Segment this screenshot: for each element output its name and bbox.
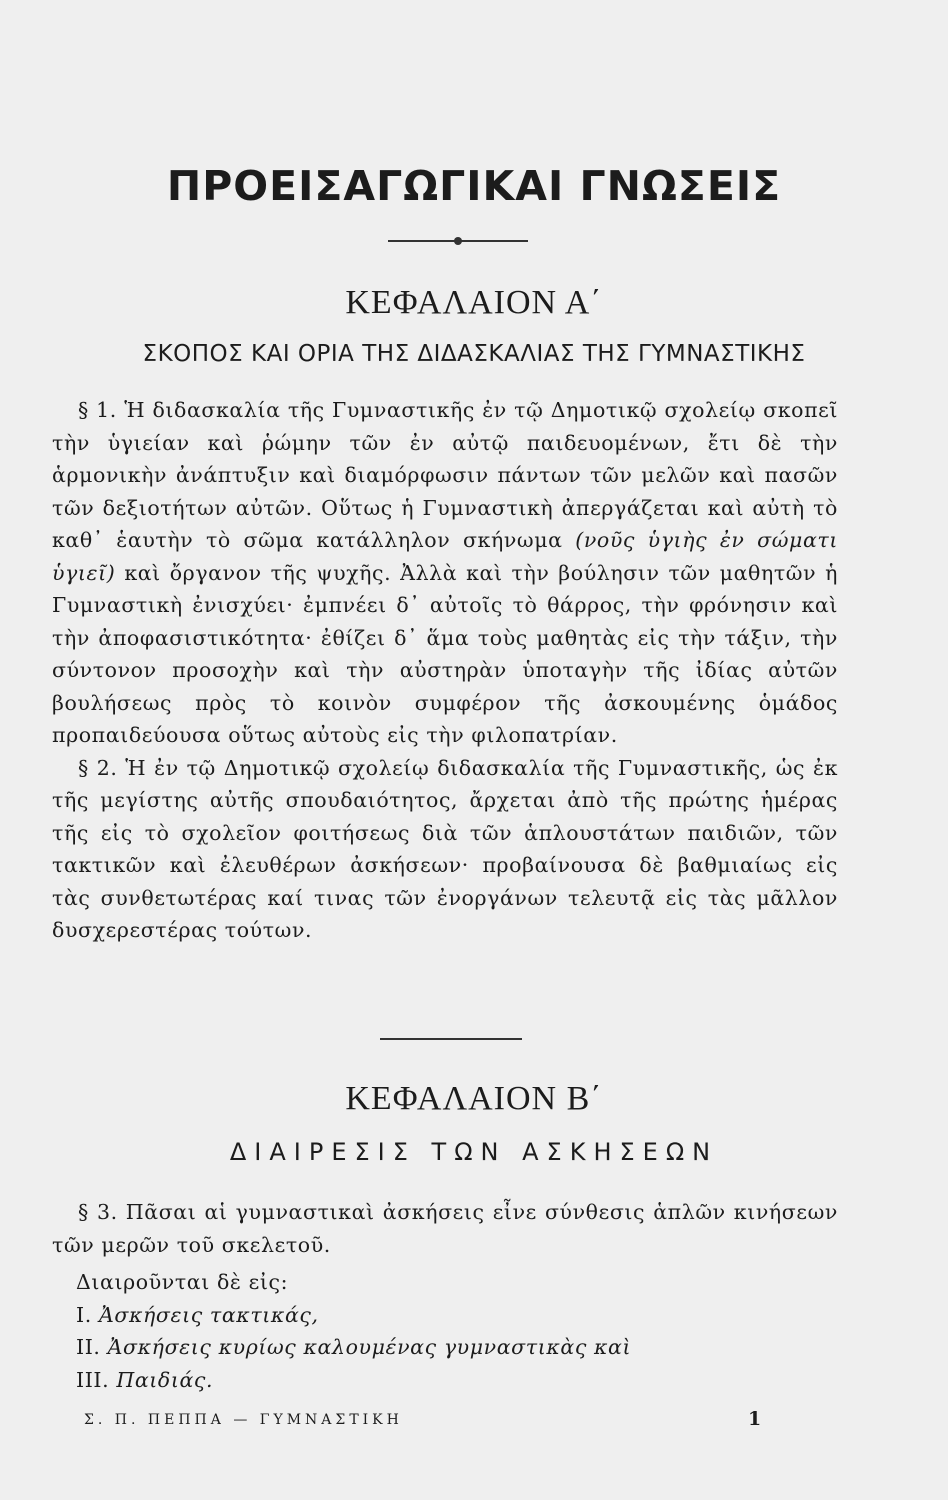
list-item [76, 1299, 836, 1332]
division-intro: Διαιροῦνται δὲ εἰς: [76, 1270, 289, 1294]
list-item-text: Παιδιάς. [116, 1367, 214, 1392]
title-ornament-dot [454, 237, 462, 245]
list-item-text: Ἀσκήσεις τακτικάς, [98, 1302, 319, 1327]
list-item-number: I. [76, 1302, 92, 1327]
chapter-b-subheading: ΔΙΑΙΡΕΣΙΣ ΤΩΝ ΑΣΚΗΣΕΩΝ [229, 1138, 719, 1166]
list-item-text: Ἀσκήσεις κυρίως καλουμένας γυμναστικὰς καὶ [107, 1335, 632, 1359]
paragraph-1-quote: (νοῦς ὑγιὴς ἐν σώματι ὑγιεῖ) [52, 528, 838, 585]
list-item [76, 1331, 836, 1364]
page-title: ΠΡΟΕΙΣΑΓΩΓΙΚΑΙ ΓΝΩΣΕΙΣ [166, 162, 782, 210]
chapter-b-body [52, 1196, 838, 1261]
list-item-number: III. [76, 1367, 110, 1392]
paragraph-3: § 3. Πᾶσαι αἱ γυμναστικαὶ ἀσκήσεις εἶνε σύνθεσις ἁπλῶν κινήσεων τῶν μερῶν τοῦ σκελετοῦ. [52, 1200, 838, 1257]
page-number: 1 [748, 1408, 762, 1430]
chapter-a-body [52, 394, 838, 947]
division-list [76, 1266, 836, 1396]
chapter-b-heading: ΚΕΦΑΛΑΙΟΝ Β΄ [345, 1080, 603, 1117]
list-item [76, 1364, 836, 1397]
list-item-number: II. [76, 1335, 101, 1359]
paragraph-2: § 2. Ἡ ἐν τῷ Δημοτικῷ σχολείῳ διδασκαλία τῆς Γυμναστικῆς, ὡς ἐκ τῆς μεγίστης αὐτῆς σπουδαιότητος, ἄρχεται ἀπὸ τῆς πρώτης ἡμέρας τῆς εἰς τὸ σχολεῖον φοιτήσεως διὰ τῶν ἁπλουστάτων παιδιῶν, τῶν τακτικῶν καὶ ἐλευθέρων ἀσκήσεων· προβαίνουσα δὲ βαθμιαίως εἰς τὰς συνθετωτέρας καί τινας τῶν ἐνοργάνων τελευτᾷ εἰς τὰς μᾶλλον δυσχερεστέρας τούτων. [52, 755, 838, 942]
section-divider [380, 1038, 522, 1040]
running-footer: Σ. Π. ΠΕΠΠΑ — ΓΥΜΝΑΣΤΙΚΗ [84, 1412, 403, 1428]
chapter-a-subheading: ΣΚΟΠΟΣ ΚΑΙ ΟΡΙΑ ΤΗΣ ΔΙΔΑΣΚΑΛΙΑΣ ΤΗΣ ΓΥΜΝΑΣΤΙΚΗΣ [142, 341, 806, 367]
paragraph-1-start: § 1. Ἡ διδασκαλία τῆς Γυμναστικῆς ἐν τῷ Δημοτικῷ σχολείῳ σκοπεῖ τὴν ὑγιείαν καὶ ῥώμην τῶν ἐν αὐτῷ παιδευομένων, ἔτι δὲ τὴν ἁρμονικὴν ἀνάπτυξιν καὶ διαμόρφωσιν πάντων τῶν μελῶν καὶ πασῶν τῶν δεξιοτήτων αὐτῶν. Οὕτως ἡ Γυμναστικὴ ἀπεργάζεται καὶ αὐτὴ τὸ καθ᾽ ἑαυτὴν τὸ σῶμα κατάλληλον σκήνωμα [52, 398, 838, 552]
paragraph-1 [52, 394, 838, 752]
chapter-a-heading: ΚΕΦΑΛΑΙΟΝ Α΄ [345, 284, 603, 321]
paragraph-1-end: καὶ ὄργανον τῆς ψυχῆς. Ἀλλὰ καὶ τὴν βούλησιν τῶν μαθητῶν ἡ Γυμναστικὴ ἐνισχύει· ἐμπνέει δ᾽ αὐτοῖς τὸ θάρρος, τὴν φρόνησιν καὶ τὴν ἀποφασιστικότητα· ἐθίζει δ᾽ ἅμα τοὺς μαθητὰς εἰς τὴν τάξιν, τὴν σύντονον προσοχὴν καὶ τὴν αὐστηρὰν ὑποταγὴν τῆς ἰδίας αὐτῶν βουλήσεως πρὸς τὸ κοινὸν συμφέρον τῆς ἀσκουμένης ὁμάδος προπαιδεύουσα οὕτως αὐτοὺς εἰς τὴν φιλοπατρίαν. [52, 560, 838, 747]
